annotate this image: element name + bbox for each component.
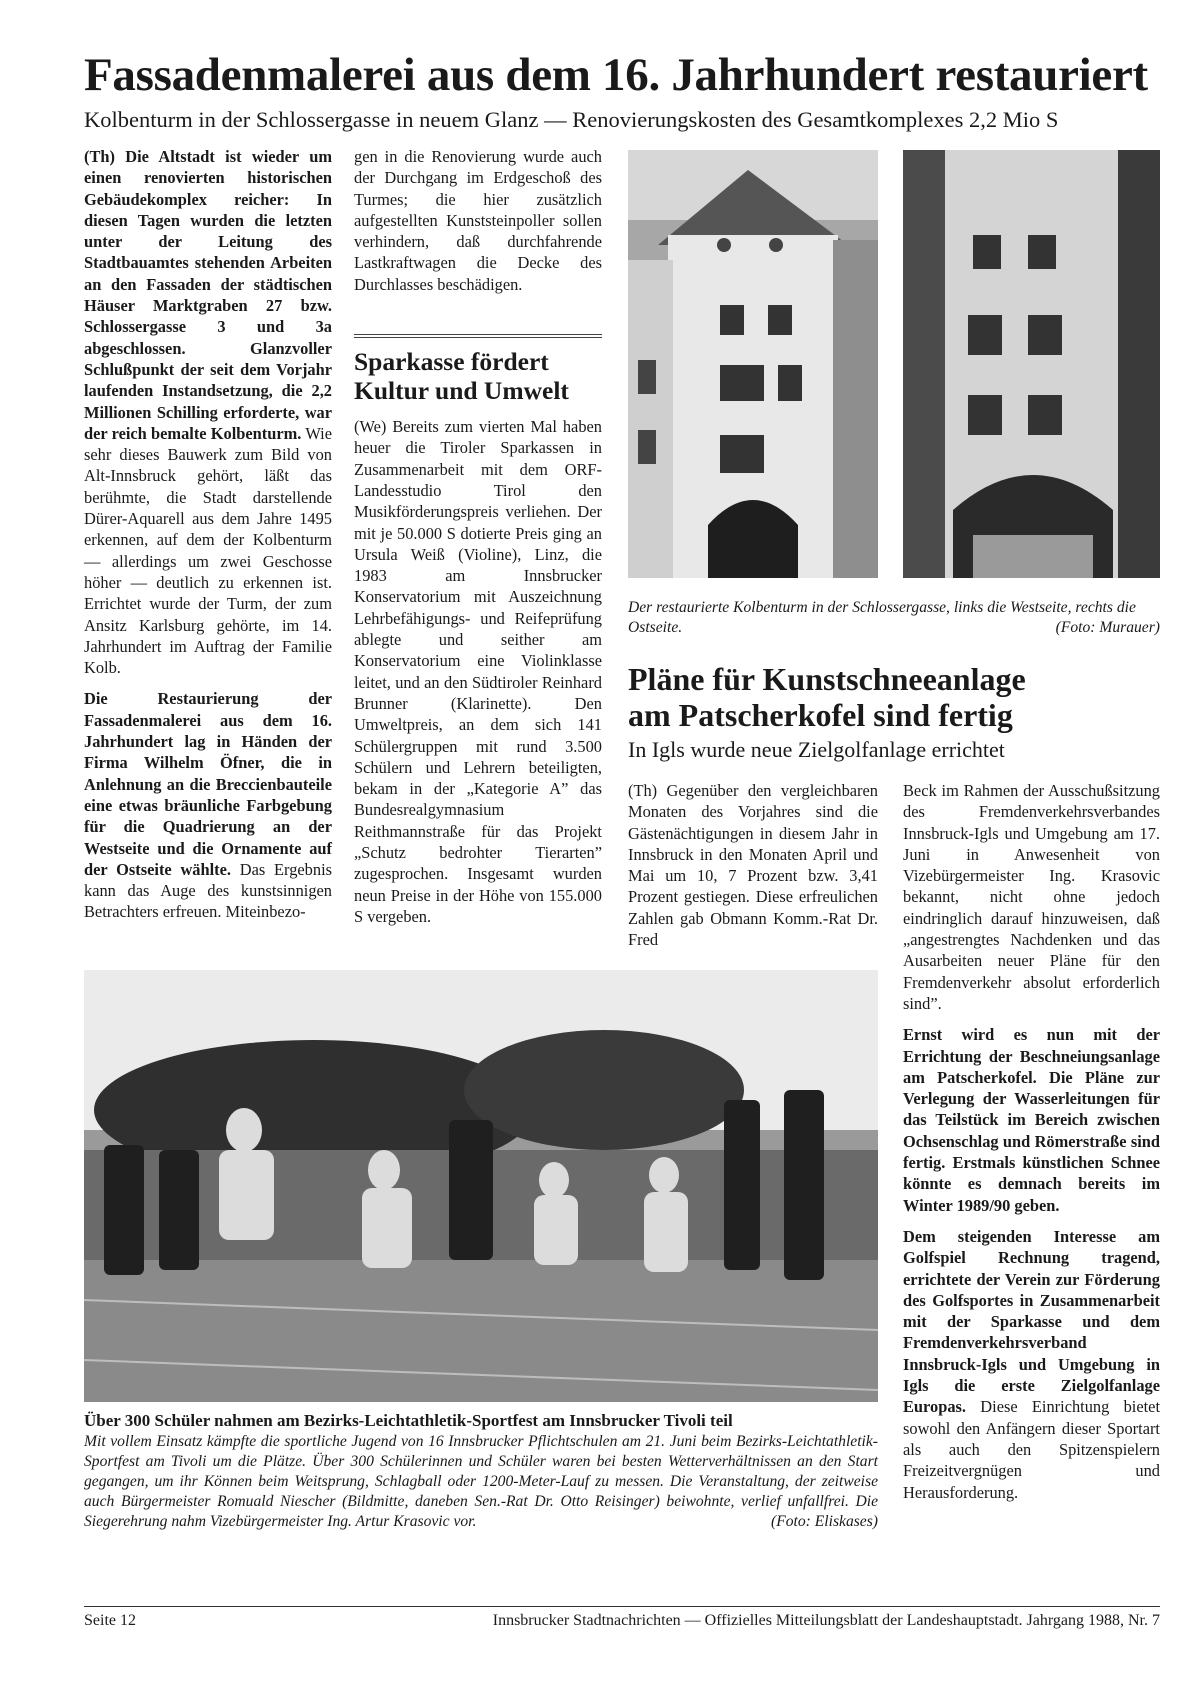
article2-title-line1: Sparkasse fördert [354,347,549,376]
article1-para2-bold: Die Restaurierung der Fassadenmalerei aus dem 16. Jahrhundert lag in Händen der Firma Wilhelm Öfner, die in Anlehnung an die Breccienbauteile eine etwas bräunliche Farbgebung für die Quadrierung an der Westseite und die Ornamente auf der Ostseite wählte. [84,689,332,879]
photo-kolbenturm-west [628,150,878,578]
article3-col1: (Th) Gegenüber den vergleichbaren Monaten des Vorjahres sind die Gästenächtigungen in diesem Jahr in Innsbruck in den Monaten April und Mai um 10, 7 Prozent bzw. 3,41 Prozent gestiegen. Diese erfreulichen Zahlen gab Obmann Komm.-Rat Dr. Fred [628,781,878,950]
article1-lead-bold: (Th) Die Altstadt ist wieder um einen renovierten historischen Gebäudekomplex reicher: In diesen Tagen wurden die letzten unter der Leitung des Stadtbauamtes stehenden Arbeiten an den Fassaden der städtischen Häuser Marktgraben 27 bzw. Schlossergasse 3 und 3a abgeschlossen. Glanzvoller Schlußpunkt der seit dem Vorjahr laufenden Instandsetzung, die 2,2 Millionen Schilling erforderte, war der reich bemalte Kolbenturm. [84,147,332,443]
footer-page-number: Seite 12 [84,1612,136,1629]
article3-title-line1: Pläne für Kunstschneeanlage [628,661,1026,697]
article3-col2-text: Beck im Rahmen der Ausschußsitzung des Fremdenverkehrsverbandes Innsbruck-Igls und Umgebung am 17. Juni in Anwesenheit von Vizebürgermeister Ing. Krasovic bekannt, nicht ohne jedoch eindringlich darauf hinzuweisen, daß „angestrengtes Nachdenken und das Ausarbeiten neuer Pläne für den Fremdenverkehr absolut erforderlich sind”. [903,781,1160,1013]
article1-para2-rest: Das Ergebnis kann das Auge des kunstsinnigen Betrachters erfreuen. Miteinbezo- [84,859,332,922]
photo-top-credit: (Foto: Murauer) [1055,619,1160,636]
photo-bottom-caption [84,1432,878,1532]
article2-title-line2: Kultur und Umwelt [354,375,569,405]
article3-para3-rest: Diese Einrichtung bietet sowohl den Anfängern dieser Sportart als auch den Spitzenspielern Freizeitvergnügen und Herausforderung. [903,1397,1160,1502]
article1-continuation-column [354,146,602,305]
headline: Fassadenmalerei aus dem 16. Jahrhundert restauriert [84,49,1148,101]
article1-column [84,146,332,933]
column-divider-rule [354,334,602,338]
article3-subtitle: In Igls wurde neue Zielgolfanlage errichtet [628,736,1005,762]
footer-publication: Innsbrucker Stadtnachrichten — Offizielles Mitteilungsblatt der Landeshauptstadt. Jahrgang 1988, Nr. 7 [492,1612,1160,1629]
article3-title-line2: am Patscherkofel sind fertig [628,696,1013,733]
article3-header [628,662,1160,763]
photo-bottom-credit: (Foto: Eliskases) [771,1513,878,1530]
article2 [354,348,602,927]
photo-bottom-caption-text: Mit vollem Einsatz kämpfte die sportliche Jugend von 16 Innsbrucker Pflichtschulen am 21. Juni beim Bezirks-Leichtathletik-Sportfest am Tivoli um die Plätze. Über 300 Schülerinnen und Schüler waren bei besten Wetterverhältnissen an den Start gegangen, um ihr Können beim Weitsprung, Schlagball oder 1200-Meter-Lauf zu messen. Die Veranstaltung, der zeitweise auch Bürgermeister Romuald Niescher (Bildmitte, daneben Sen.-Rat Dr. Otto Reisinger) beiwohnte, verlief unfallfrei. Die Siegerehrung nahm Vizebürgermeister Ing. Artur Krasovic vor. [84,1433,878,1530]
article3-para2-bold: Ernst wird es nun mit der Errichtung der Beschneiungsanlage am Patscherkofel. Die Pläne zur Verlegung der Wasserleitungen für das Teilstück im Bereich zwischen Ochsenschlag und Römerstraße sind fertig. Erstmals künstlichen Schnee könnte es demnach bereits im Winter 1989/90 geben. [903,1025,1160,1215]
photo-sportfest-sprint [84,970,878,1402]
article2-body: (We) Bereits zum vierten Mal haben heuer die Tiroler Sparkassen in Zusammenarbeit mit dem ORF-Landesstudio Tirol den Musikförderungspreis verliehen. Der mit je 50.000 S dotierte Preis ging an Ursula Weiß (Violine), Linz, die 1983 am Innsbrucker Konservatorium mit Auszeichnung Lehrbefähigungs- und Reifeprüfung ablegte und seither am Konservatorium eine Violinklasse leitet, und an den Südtiroler Reinhard Brunner (Klarinette). Den Umweltpreis, an dem sich 141 Schülergruppen mit rund 3.500 Schülern und Lehrern beteiligten, bekam in der „Kategorie A” das Bundesrealgymnasium Reithmannstraße für das Projekt „Schutz bedrohter Tierarten” zugesprochen. Insgesamt wurden neun Preise in der Höhe von 155.000 S vergeben. [354,417,602,926]
photo-bottom-title: Über 300 Schüler nahmen am Bezirks-Leichtathletik-Sportfest am Innsbrucker Tivoli teil [84,1411,733,1430]
photo-top-caption-text: Der restaurierte Kolbenturm in der Schlossergasse, links die Westseite, rechts die Ostseite. [628,599,1136,636]
photo-top-caption [628,598,1160,638]
subheadline: Kolbenturm in der Schlossergasse in neuem Glanz — Renovierungskosten des Gesamtkomplexes 2,2 Mio S [84,107,1059,132]
article1-lead-rest: Wie sehr dieses Bauwerk zum Bild von Alt-Innsbruck gehört, läßt das berühmte, die Stadt darstellende Dürer-Aquarell aus dem Jahre 1495 erkennen, auf dem der Kolbenturm — allerdings um zwei Geschosse höher — deutlich zu erkennen ist. Errichtet wurde der Turm, der zum Ansitz Karlsburg gehörte, im 14. Jahrhundert im Auftrag der Familie Kolb. [84,423,332,678]
article1-continuation: gen in die Renovierung wurde auch der Durchgang im Erdgeschoß des Turmes; die hier zusätzlich aufgestellten Kunststeinpoller sollen verhindern, daß durchfahrende Lastkraftwagen die Decke des Durchlasses beschädigen. [354,147,602,294]
footer-rule [84,1606,1160,1607]
article3-para3-bold: Dem steigenden Interesse am Golfspiel Rechnung tragend, errichtete der Verein zur Förderung des Golfsportes in Zusammenarbeit mit der Sparkasse und dem Fremdenverkehrsverband Innsbruck-Igls und Umgebung in Igls die erste Zielgolfanlage Europas. [903,1226,1160,1417]
article3-col2 [903,780,1160,1513]
photo-kolbenturm-east [903,150,1160,578]
